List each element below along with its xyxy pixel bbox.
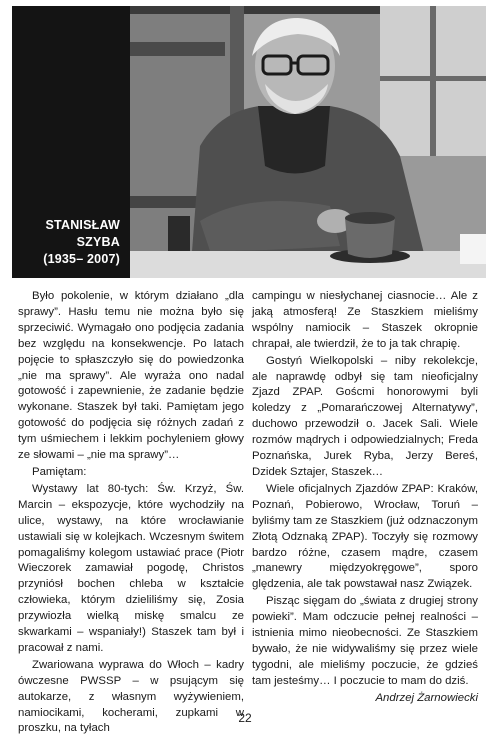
- article-paragraph: Pamiętam:: [32, 465, 87, 478]
- article-paragraph: Zwariowana wyprawa do Włoch – kadry ówczesne PWSSP – w psującym się autokarze, z własnym wyżywieniem, namiocikami, kocherami, zupkami w proszku, na tyłach: [18, 658, 244, 735]
- article-paragraph: campingu w niesłychanej ciasnocie… Ale z jaką atmosferą! Ze Staszkiem mieliśmy wspólny namiocik – Staszek okropnie chrapał, ale twierdził, że to ja tak chrapię.: [252, 290, 478, 350]
- article-column-right: [252, 289, 478, 707]
- article-paragraph: Pisząc sięgam do „świata z drugiej strony powieki”. Mam odczucie pełnej realności – istnienia mimo nieobecności. Ze Staszkiem bywało, że nie widywaliśmy się przez wiele tygodni, ale mieliśmy poczucie, że gdzieś tam jesteśmy… I poczucie to mam do dziś.: [252, 595, 478, 687]
- article-paragraph: Gostyń Wielkopolski – niby rekolekcje, ale naprawdę odbył się tam nieoficjalny Zjazd ZPAP. Goścmi honorowymi byli koledzy z „Pomarańczowej Alternatywy”, duchowo przewodził o. Jacek Sali. Wiele rozmów mądrych i odpowiedzialnych; Freda Poznańska, Jurek Ryba, Jerzy Bereś, Dzidek Sztajer, Staszek…: [252, 354, 478, 478]
- portrait-photo: [130, 6, 486, 278]
- article-column-left: [18, 289, 244, 738]
- article-paragraph: Było pokolenie, w którym działano „dla sprawy”. Hasłu temu nie można było się sprzeciwić. Wymagało ono podjęcia zadania bez względu na konsekwencje. Po latach pojęcie to spłaszczyło się do powiedzonka „nie ma sprawy”. Ale wyraża ono nadal gotowość i zapewnienie, że zadanie będzie wykonane. Staszek był taki. Pamiętam jego gotowość do podjęcia się różnych zadań z tym uśmiechem i lekkim pochyleniem głowy ze słowami – „nie ma sprawy”…: [18, 290, 244, 462]
- article-paragraph: Wiele oficjalnych Zjazdów ZPAP: Kraków, Poznań, Pobierowo, Wrocław, Toruń – byliśmy tam ze Staszkiem (już odznaczonym Złotą Odznaką ZPAP). Toczyły się rozmowy bardzo różne, czasem mądre, czasem „manewry międzyokręgowe”, sporo ględzenia, ale tak powstawał nasz Związek.: [252, 482, 478, 591]
- last-name: SZYBA: [76, 235, 120, 249]
- person-name-label: [43, 217, 120, 268]
- page-number: 22: [238, 711, 252, 725]
- author-signature: Andrzej Żarnowiecki: [375, 691, 478, 704]
- life-dates: (1935– 2007): [43, 252, 120, 266]
- header-block: [12, 6, 486, 278]
- name-panel: [12, 6, 130, 278]
- first-name: STANISŁAW: [45, 218, 120, 232]
- article-paragraph: Wystawy lat 80-tych: Św. Krzyż, Św. Marcin – ekspozycje, które wychodziły na ulice, wystawy, na które wrocławianie ustawiali się w kolejkach. Wczesnym świtem pomagaliśmy kolegom ustawiać prace (Piotr Wieczorek zamawiał pogodę, Christos przyniósł bochen chleba w kształcie człowieka, którym dzieliliśmy się, Zosia przywiozła wielką miskę smalcu ze skwarkami – wspaniały!) Staszek tam był i pracował z nami.: [18, 482, 244, 654]
